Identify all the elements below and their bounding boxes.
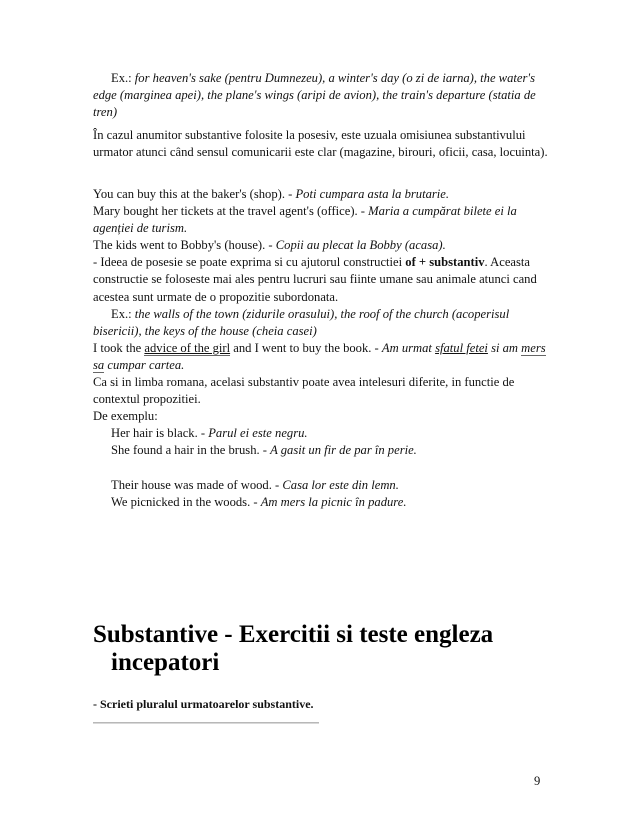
of-construction-paragraph: - Ideea de posesie se poate exprima si cu ajutorul constructiei of + substantiv. Aceasta constructie se foloseste mai ales pentru lucruri sau fiinte umane sau animale atunci cand acestea sunt urmate de o propozitie subordonata. <box>93 255 537 304</box>
meaning-example: We picnicked in the woods. - Am mers la picnic în padure. <box>111 494 407 509</box>
sfatul-link[interactable]: sfatul fetei <box>435 340 488 355</box>
section-title: Substantive - Exercitii si teste engleza incepatori <box>93 621 494 676</box>
example-line: The kids went to Bobby's (house). - Copii au plecat la Bobby (acasa). <box>93 238 446 253</box>
meaning-example: Her hair is black. - Parul ei este negru. <box>111 426 308 441</box>
spacer <box>93 460 548 477</box>
advice-sentence: I took the advice of the girl and I went to buy the book. - Am urmat sfatul fetei si am mers sa cumpar cartea. <box>93 340 546 372</box>
de-exemplu: De exemplu: <box>93 409 158 424</box>
meaning-example: Their house was made of wood. - Casa lor este din lemn. <box>111 477 399 492</box>
mers-link[interactable]: mers sa <box>93 340 546 372</box>
example-line: Mary bought her tickets at the travel agent's (office). - Maria a cumpărat bilete ei la agenției de turism. <box>93 204 517 236</box>
ex-text: for heaven's sake (pentru Dumnezeu), a winter's day (o zi de iarna), the water's edge (marginea apei), the plane's wings (aripi de avion), the train's departure (statia de tren) <box>93 71 536 120</box>
meaning-example: She found a hair in the brush. - A gasit un fir de par în perie. <box>111 443 417 458</box>
example-line: You can buy this at the baker's (shop). - Poti cumpara asta la brutarie. <box>93 187 450 201</box>
ex-label: Ex.: <box>111 71 132 85</box>
exercise-instruction: - Scrieti pluralul urmatoarelor substantive. <box>93 697 314 711</box>
meaning-paragraph: Ca si in limba romana, acelasi substantiv poate avea intelesuri diferite, in functie de contextul propozitiei. <box>93 375 515 407</box>
omission-paragraph: În cazul anumitor substantive folosite la posesiv, este uzuala omisiunea substantivului urmator atunci când sensul comunicarii este clar (magazine, birouri, oficii, casa, locuinta). <box>93 128 548 160</box>
page-number: 9 <box>534 774 541 788</box>
advice-link[interactable]: advice of the girl <box>144 340 231 355</box>
of-construction-example: Ex.: the walls of the town (zidurile orasului), the roof of the church (acoperisul bisericii), the keys of the house (cheia casei) <box>93 306 510 338</box>
examples-block <box>93 186 548 511</box>
horizontal-rule <box>93 722 319 723</box>
intro-example <box>93 70 548 121</box>
